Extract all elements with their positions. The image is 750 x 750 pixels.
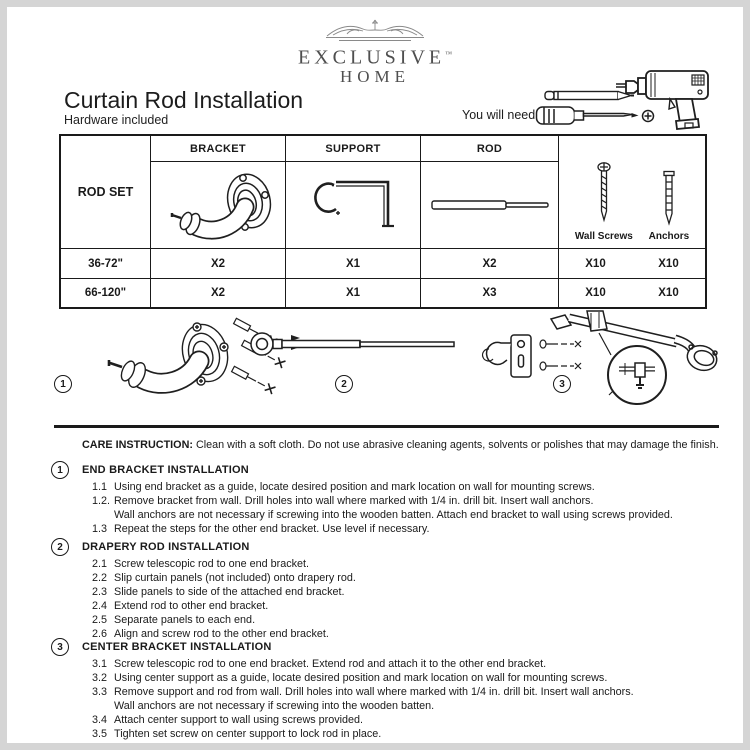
drill-icon: [614, 65, 716, 131]
page-subtitle: Hardware included: [64, 113, 169, 127]
brand-name-line2: HOME: [339, 66, 411, 86]
hardware-table: [59, 134, 707, 309]
section-number: 3: [51, 638, 69, 656]
rod-illustration: [421, 162, 558, 248]
anchors-item: [649, 170, 690, 242]
wall-screw-icon: [595, 162, 613, 226]
row-size: 66-120": [61, 278, 151, 307]
anchor-icon: [662, 170, 676, 226]
instruction-step: 2.6 Align and screw rod to the other end bracket.: [92, 628, 329, 640]
wall-screws-label: Wall Screws: [574, 231, 633, 242]
support-header: SUPPORT: [286, 136, 420, 162]
wall-screws-qty: X10: [585, 287, 606, 299]
section-drapery-rod-installation: [51, 538, 723, 641]
section-title: CENTER BRACKET INSTALLATION: [82, 641, 272, 653]
bracket-column: [151, 136, 286, 248]
row-rod-qty: X3: [421, 278, 559, 307]
instruction-step: 2.3 Slide panels to side of the attached end bracket.: [92, 586, 345, 598]
section-number: 1: [51, 461, 69, 479]
bracket-illustration: [151, 162, 285, 248]
row-hardware-qty: [559, 248, 705, 278]
figure-number: 1: [54, 375, 72, 393]
wall-screws-item: [575, 162, 633, 242]
section-end-bracket-installation: [51, 461, 723, 536]
drapery-rod-figure: [247, 322, 459, 370]
you-will-need-label: You will need: [462, 108, 536, 122]
row-bracket-qty: X2: [151, 278, 286, 307]
instruction-step: 2.4 Extend rod to other end bracket.: [92, 600, 269, 612]
instruction-step: 3.3 Remove support and rod from wall. Drill holes into wall where marked with 1/4 in. drill bit. Insert wall anchors.: [92, 686, 634, 698]
instruction-step: 3.4 Attach center support to wall using screws provided.: [92, 714, 364, 726]
section-title: DRAPERY ROD INSTALLATION: [82, 541, 250, 553]
section-title: END BRACKET INSTALLATION: [82, 464, 249, 476]
instruction-step: 1.2. Remove bracket from wall. Drill holes into wall where marked with 1/4 in. drill bit. Insert wall anchors.: [92, 495, 594, 507]
center-support-figure: [459, 303, 731, 407]
instruction-step: 3.2 Using center support as a guide, locate desired position and mark location on wall for mounting screws.: [92, 672, 608, 684]
instruction-step: 2.1 Screw telescopic rod to one end bracket.: [92, 558, 310, 570]
care-instruction-label: CARE INSTRUCTION:: [82, 439, 193, 451]
section-center-bracket-installation: [51, 638, 723, 741]
instruction-step: 3.1 Screw telescopic rod to one end bracket. Extend rod and attach it to the other end bracket.: [92, 658, 547, 670]
row-support-qty: X1: [286, 278, 421, 307]
support-illustration: [286, 162, 420, 248]
instruction-step: 2.2 Slip curtain panels (not included) onto drapery rod.: [92, 572, 356, 584]
instruction-step: 1.3 Repeat the steps for the other end bracket. Use level if necessary.: [92, 523, 430, 535]
instruction-step: 1.1 Using end bracket as a guide, locate desired position and mark location on wall for mounting screws.: [92, 481, 595, 493]
section-divider: [54, 425, 719, 428]
care-instruction: [82, 438, 722, 452]
row-bracket-qty: X2: [151, 248, 286, 278]
figure-number: 2: [335, 375, 353, 393]
brand-name: EXCLUSIVE™: [298, 46, 452, 69]
instruction-step: Wall anchors are not necessary if screwing into the wooden batten.: [114, 700, 435, 712]
instruction-step: 3.5 Tighten set screw on center support to lock rod in place.: [92, 728, 382, 740]
instruction-step: Wall anchors are not necessary if screwing into the wooden batten. Attach end bracket to wall using screws provided.: [114, 509, 673, 521]
row-rod-qty: X2: [421, 248, 559, 278]
section-number: 2: [51, 538, 69, 556]
trademark-symbol: ™: [445, 50, 452, 58]
rod-set-header: ROD SET: [61, 136, 151, 248]
crest-ornament-icon: [317, 17, 433, 43]
hardware-column: [559, 136, 705, 248]
anchors-qty: X10: [658, 287, 679, 299]
row-support-qty: X1: [286, 248, 421, 278]
row-size: 36-72": [61, 248, 151, 278]
support-column: [286, 136, 421, 248]
rod-column: [421, 136, 559, 248]
wall-screws-qty: X10: [585, 257, 606, 270]
anchors-label: Anchors: [648, 231, 690, 242]
rod-header: ROD: [421, 136, 558, 162]
care-instruction-text: Clean with a soft cloth. Do not use abrasive cleaning agents, solvents or polishes that may damage the finish.: [192, 439, 719, 451]
anchors-qty: X10: [658, 257, 679, 270]
instruction-step: 2.5 Separate panels to each end.: [92, 614, 256, 626]
page-title: Curtain Rod Installation: [64, 87, 304, 113]
figure-number: 3: [553, 375, 571, 393]
bracket-header: BRACKET: [151, 136, 285, 162]
